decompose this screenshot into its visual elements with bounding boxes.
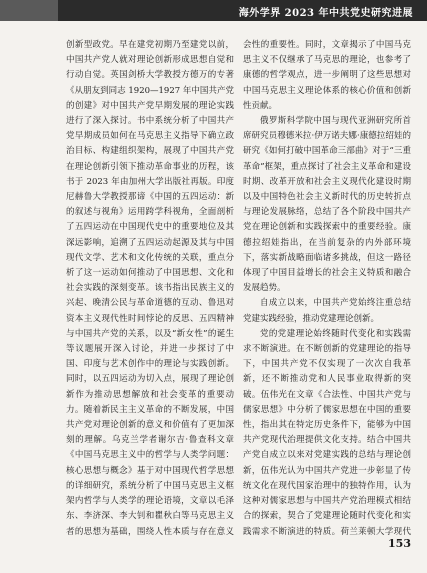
- right-text-column: [243, 38, 411, 538]
- body-paragraph: 创新型政党。早在建党初期乃至建党以前，中国共产党人就对理论创新形成思想自觉和行动自觉。英国剑桥大学教授方德万的专著《从朋友到同志 1920—1927 年中国共产党的创建》对中国共产党早期发展的理论实践进行了深入探讨。书中系统分析了中国共产党早期成员如何在马克思主义指导下确立政治目标、构建组织架构，展现了中国共产党在理论创新引领下推动革命事业的历程，该书于 2023 年由加州大学出版社再版。印度尼赫鲁大学教授那谛《中国的五四运动：新的叙述与视角》运用跨学科视角，全面剖析了五四运动在中国现代史中的重要地位及其深远影响，追溯了五四运动起源及其与中国现代文学、艺术和文化传统的关联，重点分析了这一运动如何推动了中国思想、文化和社会实践的深刻变革。该书指出民族主义的兴起、晚清公民与革命道德的互动、鲁迅对资本主义现代性时间悖论的反思、五四精神与中国共产党的关系，以及“新女性”的诞生等议题展开深入讨论，并进一步探讨了中国、印度与艺术创作中的理论与实践创新。同时，以五四运动为切入点，展现了理论创新作为推动思想解放和社会变革的重要动力。随着新民主主义革命的不断发展，中国共产党对理论创新的意义和价值有了更加深刻的理解。乌克兰学者谢尔吉·鲁查科文章《中国马克思主义中的哲学与人类学问题：核心思想与概念》基于对中国现代哲学思想的详细研究，系统分析了中国马克思主义框架内哲学与人类学的理论语境，文章以毛泽东、李济深、李大钊和瞿秋白等马克思主义者的思想为基础，围绕人性本质与存在意义: [66, 40, 234, 537]
- body-paragraph: 党的党建理论始终随时代变化和实践需求不断演进。在不断创新的党建理论的指导下，中国共产党不仅实现了一次次自我革新，还不断推动党和人民事业取得新的突破。伍伟光在文章《合法性、中国共产党与儒家思想》中分析了儒家思想在中国的重要性，指出其在特定历史条件下，能够为中国共产党现代治理提供文化支持。结合中国共产党自成立以来对党建实践的总结与理论创新，伍伟光认为中国共产党进一步彰显了传统文化在现代国家治理中的独特作用，认为这种对儒家思想与中国共产党治理模式相结合的探索，契合了党建理论随时代变化和实践需求不断演进的特质。荷兰莱顿大学现代: [243, 328, 411, 537]
- body-paragraph: 俄罗斯科学院中国与现代亚洲研究所首席研究员穆德米拉·伊万诺夫娜·康德拉绍娃的研究《如何打破中国革命三部曲》对于“三重革命”框架，重点探讨了社会主义革命和建设时期、改革开放和社会主义现代化建设时期以及中国特色社会主义新时代的历史转折点与理论发展脉络，总结了各个阶段中国共产党在理论创新和实践探索中的重要经验。康德拉绍娃指出，在当前复杂的内外部环境下，落实新战略面临诸多挑战，但这一路径体现了中国目益增长的社会主义特质和融合发展趋势。: [243, 116, 411, 294]
- left-text-column: [66, 38, 234, 538]
- body-paragraph: 会性的重要性。同时，文章揭示了中国马克思主义不仅继承了马克思的理论，也参考了康德的哲学观点，进一步阐明了这些思想对中国马克思主义理论体系的核心价值和创新性贡献。: [243, 40, 411, 111]
- header-decoration: [0, 0, 58, 21]
- body-paragraph: 自成立以来，中国共产党始终注重总结党建实践经验，推动党建理论创新。: [243, 298, 411, 324]
- running-header: [0, 0, 427, 21]
- page-number: 153: [388, 537, 411, 550]
- journal-title: 海外学界 2023 年中共党史研究进展: [238, 8, 413, 19]
